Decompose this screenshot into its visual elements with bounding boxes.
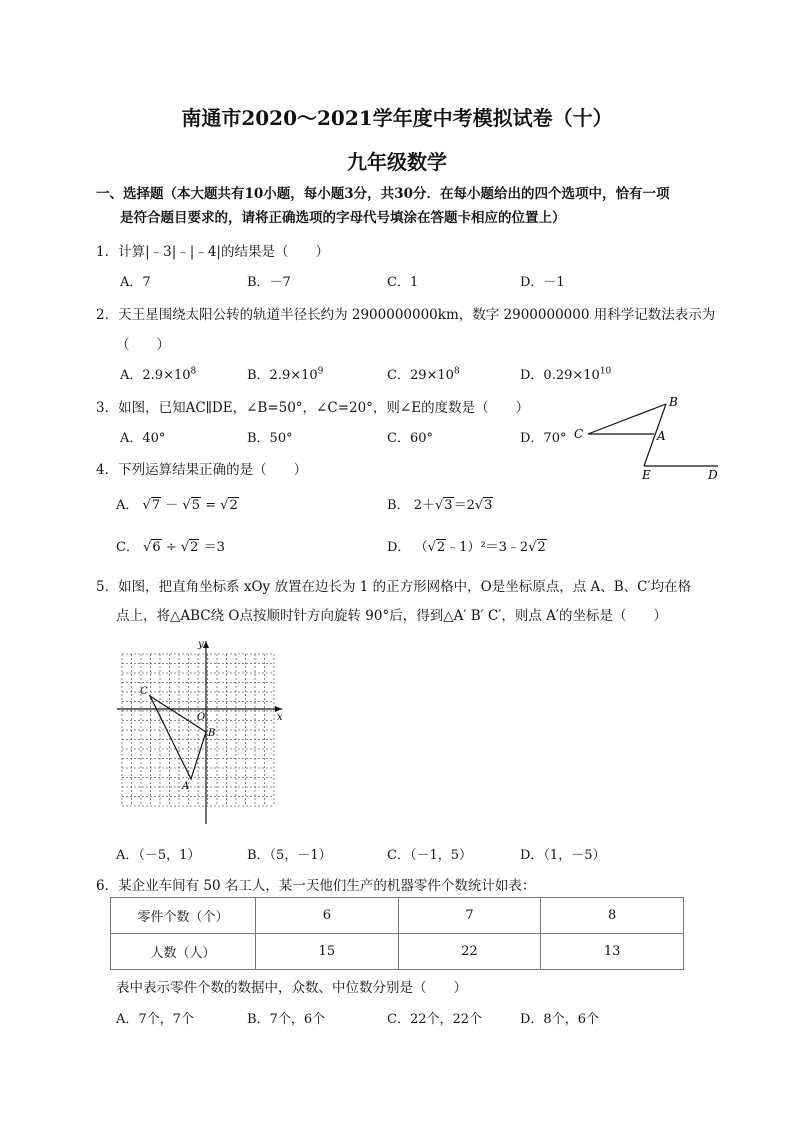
q5-label-y: y: [198, 639, 204, 650]
table-cell: 零件个数（个）: [111, 898, 256, 934]
q3-option-c: C．60°: [387, 431, 433, 446]
q3-figure: [560, 390, 740, 485]
table-cell: 6: [256, 898, 399, 934]
q5-option-d: D．（1，－5）: [520, 848, 606, 863]
q4b-sqrt3b: √3: [474, 498, 493, 513]
q3-option-d: D．70°: [520, 431, 567, 446]
table-cell: 22: [398, 934, 541, 970]
q5-label-b: B: [208, 728, 216, 739]
q6-option-b: B．7个，6个: [247, 1012, 326, 1027]
q3-label-a: A: [657, 429, 666, 443]
q2-paren: （ ）: [116, 337, 170, 353]
section-heading-line1: 一、选择题（本大题共有10小题，每小题3分，共30分．在每小题给出的四个选项中，恰有一项: [96, 186, 670, 202]
q3-label-e: E: [642, 468, 651, 482]
q1-option-c: C．1: [387, 275, 419, 290]
q4-option-a: A． √7 － √5 = √2: [116, 498, 238, 513]
table-cell: 7: [398, 898, 541, 934]
q3-line-cb: [588, 404, 666, 434]
q1-option-b: B．－7: [247, 275, 291, 290]
q6-option-a: A．7个，7个: [116, 1012, 194, 1027]
q2-option-d: D．$0.29\times 10^{10}$: [520, 366, 612, 383]
q4c-sqrt6: √6: [143, 540, 161, 555]
q5-label-o: O: [197, 712, 206, 723]
page-subtitle: 九年级数学: [347, 150, 447, 174]
q3-option-a: A．40°: [120, 431, 166, 446]
table-cell: 15: [256, 934, 399, 970]
q6-stem: 6．某企业车间有 50 名工人，某一天他们生产的机器零件个数统计如表：: [96, 878, 536, 894]
q5-y-arrow: [203, 641, 209, 648]
q4-option-c: C． √6 ÷ √2 ＝3: [116, 540, 225, 555]
q5-label-c: C: [140, 686, 148, 697]
q5-label-x: x: [277, 712, 283, 723]
q4a-sqrt5: √5: [182, 498, 200, 513]
q5-label-a: A: [182, 781, 190, 792]
q3-label-c: C: [574, 427, 584, 441]
q4b-sqrt3: √3: [434, 498, 453, 513]
q5-line2: 点上，将△ABC绕 O点按顺时针方向旋转 90°后，得到△A′ B′ C′，则点 A′的坐标是（ ）: [116, 608, 667, 624]
q4d-sqrt2: √2: [427, 540, 446, 555]
q5-option-b: B．（5，－1）: [247, 848, 332, 863]
section-heading-line2: 是符合题目要求的，请将正确选项的字母代号填涂在答题卡相应的位置上）: [120, 210, 566, 226]
q1-stem: 1．计算|﹣3|﹣|﹣4|的结果是（ ）: [96, 244, 329, 260]
q5-grid-figure: [112, 636, 292, 828]
q4-option-b: B． 2＋√3＝2√3: [387, 498, 493, 513]
q2-option-c: C．$29\times 10^8$: [387, 366, 460, 383]
table-cell: 人数（人）: [111, 934, 256, 970]
q4-option-d: D． （√2﹣1）²＝3﹣2√2: [387, 540, 546, 555]
q6-option-d: D．8个，6个: [520, 1012, 599, 1027]
q4a-sqrt2: √2: [220, 498, 238, 513]
table-cell: 8: [541, 898, 684, 934]
q2-option-b: B．$2.9\times 10^9$: [247, 366, 324, 383]
table-cell: 13: [541, 934, 684, 970]
page-title: 南通市2020～2021学年度中考模拟试卷（十）: [181, 106, 613, 130]
q3-option-b: B．50°: [247, 431, 293, 446]
q6-table: [110, 897, 684, 970]
q4d-sqrt2b: √2: [528, 540, 546, 555]
table-row: [111, 934, 684, 970]
q5-option-a: A．（－5，1）: [116, 848, 201, 863]
q5-line1: 5．如图，把直角坐标系 xOy 放置在边长为 1 的正方形网格中，O是坐标原点，点 A、B、C′均在格: [96, 579, 692, 595]
q2-option-a: A．$2.9\times 10^8$: [120, 366, 197, 383]
q1-option-d: D．－1: [520, 275, 565, 290]
q3-label-b: B: [669, 395, 678, 409]
q5-grid: [122, 654, 274, 806]
q6-follow: 表中表示零件个数的数据中，众数、中位数分别是（ ）: [116, 980, 467, 996]
q3-label-d: D: [708, 468, 718, 482]
q1-option-a: A．7: [120, 275, 151, 290]
q6-option-c: C．22个，22个: [387, 1012, 483, 1027]
q3-stem: 3．如图，已知AC∥DE，∠B=50°，∠C=20°，则∠E的度数是（ ）: [96, 400, 530, 416]
q5-option-c: C．（－1，5）: [387, 848, 472, 863]
q4c-sqrt2: √2: [180, 540, 199, 555]
q2-stem: 2．天王星围绕太阳公转的轨道半径长约为 2900000000km，数字 2900000000 用科学记数法表示为: [96, 307, 716, 323]
table-row: [111, 898, 684, 934]
q4a-sqrt7: √7: [142, 498, 161, 513]
q4-stem: 4．下列运算结果正确的是（ ）: [96, 462, 308, 478]
